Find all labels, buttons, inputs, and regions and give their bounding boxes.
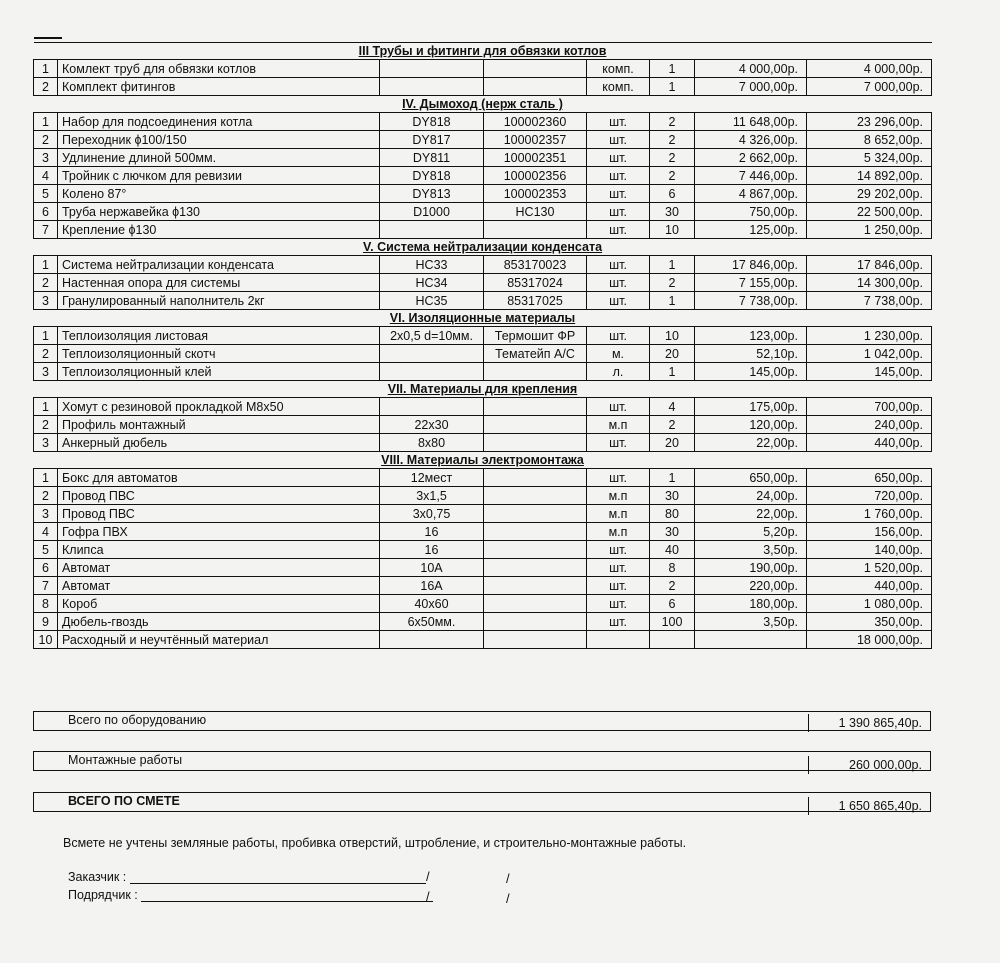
section-title: V. Система нейтрализации конденсата bbox=[362, 240, 603, 254]
item-code bbox=[484, 631, 587, 649]
item-unit: шт. bbox=[587, 256, 650, 274]
row-number: 4 bbox=[34, 167, 58, 185]
section-title: VII. Материалы для крепления bbox=[387, 382, 578, 396]
row-number: 3 bbox=[34, 363, 58, 381]
item-unit: м.п bbox=[587, 505, 650, 523]
item-model: 16 bbox=[380, 523, 484, 541]
estimate-table-body bbox=[34, 43, 932, 649]
item-name: Теплоизоляционный скотч bbox=[58, 345, 380, 363]
item-name: Клипса bbox=[58, 541, 380, 559]
table-row bbox=[34, 577, 932, 595]
item-sum: 1 520,00р. bbox=[807, 559, 932, 577]
table-row bbox=[34, 363, 932, 381]
item-sum: 140,00р. bbox=[807, 541, 932, 559]
table-row bbox=[34, 631, 932, 649]
item-name: Автомат bbox=[58, 577, 380, 595]
item-unit: шт. bbox=[587, 113, 650, 131]
item-code: 100002353 bbox=[484, 185, 587, 203]
item-model bbox=[380, 221, 484, 239]
table-row bbox=[34, 185, 932, 203]
item-unit: комп. bbox=[587, 78, 650, 96]
item-sum: 700,00р. bbox=[807, 398, 932, 416]
item-name: Гофра ПВХ bbox=[58, 523, 380, 541]
row-number: 2 bbox=[34, 345, 58, 363]
row-number: 7 bbox=[34, 577, 58, 595]
item-code bbox=[484, 60, 587, 78]
item-price: 145,00р. bbox=[695, 363, 807, 381]
item-name: Профиль монтажный bbox=[58, 416, 380, 434]
table-row bbox=[34, 416, 932, 434]
item-unit: шт. bbox=[587, 327, 650, 345]
row-number: 2 bbox=[34, 416, 58, 434]
section-header bbox=[34, 381, 932, 398]
installation-total-label: Монтажные работы bbox=[68, 753, 183, 767]
item-price: 7 000,00р. bbox=[695, 78, 807, 96]
top-mark bbox=[34, 37, 62, 39]
installation-total-value: 260 000,00р. bbox=[808, 756, 930, 774]
contractor-label: Подрядчик : bbox=[68, 888, 138, 902]
item-sum: 650,00р. bbox=[807, 469, 932, 487]
row-number: 1 bbox=[34, 469, 58, 487]
table-row bbox=[34, 398, 932, 416]
item-price: 180,00р. bbox=[695, 595, 807, 613]
section-title-cell bbox=[34, 43, 932, 60]
grand-total-box bbox=[33, 792, 931, 812]
item-code bbox=[484, 559, 587, 577]
item-name: Провод ПВС bbox=[58, 505, 380, 523]
item-unit: шт. bbox=[587, 274, 650, 292]
item-sum: 29 202,00р. bbox=[807, 185, 932, 203]
table-row bbox=[34, 469, 932, 487]
item-name: Крепление ϕ130 bbox=[58, 221, 380, 239]
item-price: 7 446,00р. bbox=[695, 167, 807, 185]
item-sum: 1 250,00р. bbox=[807, 221, 932, 239]
item-model: 16 bbox=[380, 541, 484, 559]
item-qty: 30 bbox=[650, 487, 695, 505]
item-price bbox=[695, 631, 807, 649]
item-qty: 80 bbox=[650, 505, 695, 523]
item-qty: 6 bbox=[650, 595, 695, 613]
item-unit: шт. bbox=[587, 185, 650, 203]
item-qty: 30 bbox=[650, 203, 695, 221]
table-row bbox=[34, 203, 932, 221]
table-row bbox=[34, 167, 932, 185]
table-row bbox=[34, 434, 932, 452]
item-qty: 1 bbox=[650, 256, 695, 274]
table-row bbox=[34, 487, 932, 505]
item-name: Система нейтрализации конденсата bbox=[58, 256, 380, 274]
item-sum: 1 042,00р. bbox=[807, 345, 932, 363]
item-name: Комлект труб для обвязки котлов bbox=[58, 60, 380, 78]
section-title: VI. Изоляционные материалы bbox=[389, 311, 576, 325]
row-number: 9 bbox=[34, 613, 58, 631]
item-code: 85317025 bbox=[484, 292, 587, 310]
item-name: Настенная опора для системы bbox=[58, 274, 380, 292]
item-model: 40х60 bbox=[380, 595, 484, 613]
item-model: D1000 bbox=[380, 203, 484, 221]
item-code bbox=[484, 595, 587, 613]
item-unit: м.п bbox=[587, 523, 650, 541]
item-sum: 1 760,00р. bbox=[807, 505, 932, 523]
item-code: 853170023 bbox=[484, 256, 587, 274]
item-model: HC34 bbox=[380, 274, 484, 292]
item-qty: 1 bbox=[650, 469, 695, 487]
item-sum: 22 500,00р. bbox=[807, 203, 932, 221]
row-number: 3 bbox=[34, 505, 58, 523]
item-qty: 4 bbox=[650, 398, 695, 416]
item-code: 85317024 bbox=[484, 274, 587, 292]
item-sum: 18 000,00р. bbox=[807, 631, 932, 649]
section-header bbox=[34, 452, 932, 469]
item-model bbox=[380, 363, 484, 381]
installation-total-box bbox=[33, 751, 931, 771]
table-row bbox=[34, 292, 932, 310]
item-model: 12мест bbox=[380, 469, 484, 487]
item-model: DY818 bbox=[380, 167, 484, 185]
table-row bbox=[34, 131, 932, 149]
row-number: 8 bbox=[34, 595, 58, 613]
item-name: Провод ПВС bbox=[58, 487, 380, 505]
item-code bbox=[484, 416, 587, 434]
item-code bbox=[484, 78, 587, 96]
item-model: DY811 bbox=[380, 149, 484, 167]
estimate-table-wrap bbox=[33, 42, 931, 649]
section-header bbox=[34, 96, 932, 113]
item-price: 120,00р. bbox=[695, 416, 807, 434]
item-price: 22,00р. bbox=[695, 434, 807, 452]
item-name: Переходник ϕ100/150 bbox=[58, 131, 380, 149]
table-row bbox=[34, 327, 932, 345]
section-title: III Трубы и фитинги для обвязки котлов bbox=[358, 44, 607, 58]
item-price: 4 326,00р. bbox=[695, 131, 807, 149]
customer-signature bbox=[68, 870, 426, 884]
row-number: 7 bbox=[34, 221, 58, 239]
contractor-signature-line[interactable] bbox=[141, 889, 433, 902]
item-model: 10А bbox=[380, 559, 484, 577]
item-qty: 1 bbox=[650, 60, 695, 78]
item-price: 123,00р. bbox=[695, 327, 807, 345]
item-model: 3х1,5 bbox=[380, 487, 484, 505]
item-qty: 2 bbox=[650, 113, 695, 131]
item-model: DY817 bbox=[380, 131, 484, 149]
section-title-cell bbox=[34, 381, 932, 398]
grand-total-label: ВСЕГО ПО СМЕТЕ bbox=[68, 794, 180, 808]
customer-label: Заказчик : bbox=[68, 870, 127, 884]
item-name: Колено 87° bbox=[58, 185, 380, 203]
equipment-total-value: 1 390 865,40р. bbox=[808, 714, 930, 732]
row-number: 4 bbox=[34, 523, 58, 541]
section-title: VIII. Материалы электромонтажа bbox=[381, 453, 584, 467]
item-qty: 2 bbox=[650, 274, 695, 292]
item-code: 100002360 bbox=[484, 113, 587, 131]
grand-total-value: 1 650 865,40р. bbox=[808, 797, 930, 815]
item-model: 6х50мм. bbox=[380, 613, 484, 631]
item-model bbox=[380, 398, 484, 416]
item-unit: шт. bbox=[587, 149, 650, 167]
item-unit: шт. bbox=[587, 613, 650, 631]
item-code: Тематейп А/С bbox=[484, 345, 587, 363]
item-name: Автомат bbox=[58, 559, 380, 577]
item-price: 3,50р. bbox=[695, 541, 807, 559]
table-row bbox=[34, 113, 932, 131]
item-code: HC130 bbox=[484, 203, 587, 221]
table-row bbox=[34, 256, 932, 274]
item-code bbox=[484, 541, 587, 559]
item-qty: 10 bbox=[650, 221, 695, 239]
item-name: Расходный и неучтённый материал bbox=[58, 631, 380, 649]
row-number: 1 bbox=[34, 113, 58, 131]
table-row bbox=[34, 78, 932, 96]
row-number: 3 bbox=[34, 434, 58, 452]
item-unit: л. bbox=[587, 363, 650, 381]
table-row bbox=[34, 613, 932, 631]
item-sum: 1 230,00р. bbox=[807, 327, 932, 345]
item-qty: 20 bbox=[650, 434, 695, 452]
item-qty: 2 bbox=[650, 131, 695, 149]
item-unit: шт. bbox=[587, 469, 650, 487]
contractor-slash-2: / bbox=[506, 891, 510, 906]
item-sum: 7 000,00р. bbox=[807, 78, 932, 96]
item-name: Комплект фитингов bbox=[58, 78, 380, 96]
item-unit: комп. bbox=[587, 60, 650, 78]
item-name: Труба нержавейка ϕ130 bbox=[58, 203, 380, 221]
item-price: 24,00р. bbox=[695, 487, 807, 505]
item-unit: шт. bbox=[587, 577, 650, 595]
equipment-total-label: Всего по оборудованию bbox=[68, 713, 207, 727]
row-number: 2 bbox=[34, 131, 58, 149]
item-code bbox=[484, 221, 587, 239]
item-sum: 17 846,00р. bbox=[807, 256, 932, 274]
item-sum: 240,00р. bbox=[807, 416, 932, 434]
table-row bbox=[34, 274, 932, 292]
section-title-cell bbox=[34, 452, 932, 469]
table-row bbox=[34, 523, 932, 541]
item-name: Дюбель-гвоздь bbox=[58, 613, 380, 631]
row-number: 2 bbox=[34, 274, 58, 292]
item-unit: шт. bbox=[587, 398, 650, 416]
item-unit: шт. bbox=[587, 541, 650, 559]
item-code bbox=[484, 523, 587, 541]
item-sum: 720,00р. bbox=[807, 487, 932, 505]
item-qty: 20 bbox=[650, 345, 695, 363]
table-row bbox=[34, 221, 932, 239]
item-qty: 8 bbox=[650, 559, 695, 577]
equipment-total-box bbox=[33, 711, 931, 731]
row-number: 2 bbox=[34, 78, 58, 96]
item-sum: 14 300,00р. bbox=[807, 274, 932, 292]
row-number: 1 bbox=[34, 327, 58, 345]
item-model: HC35 bbox=[380, 292, 484, 310]
item-name: Теплоизоляционный клей bbox=[58, 363, 380, 381]
row-number: 6 bbox=[34, 203, 58, 221]
item-name: Набор для подсоединения котла bbox=[58, 113, 380, 131]
table-row bbox=[34, 149, 932, 167]
item-code bbox=[484, 469, 587, 487]
row-number: 3 bbox=[34, 292, 58, 310]
item-sum: 14 892,00р. bbox=[807, 167, 932, 185]
table-row bbox=[34, 60, 932, 78]
item-qty: 2 bbox=[650, 577, 695, 595]
item-model: 16А bbox=[380, 577, 484, 595]
item-code: 100002357 bbox=[484, 131, 587, 149]
item-name: Бокс для автоматов bbox=[58, 469, 380, 487]
item-price: 650,00р. bbox=[695, 469, 807, 487]
item-code bbox=[484, 577, 587, 595]
item-code bbox=[484, 434, 587, 452]
item-unit: м.п bbox=[587, 487, 650, 505]
item-code bbox=[484, 487, 587, 505]
item-sum: 1 080,00р. bbox=[807, 595, 932, 613]
item-unit: шт. bbox=[587, 434, 650, 452]
item-price: 4 867,00р. bbox=[695, 185, 807, 203]
row-number: 1 bbox=[34, 398, 58, 416]
customer-signature-line[interactable] bbox=[130, 871, 426, 884]
item-name: Удлинение длиной 500мм. bbox=[58, 149, 380, 167]
item-qty: 1 bbox=[650, 363, 695, 381]
item-model: 22х30 bbox=[380, 416, 484, 434]
item-model: 2х0,5 d=10мм. bbox=[380, 327, 484, 345]
item-name: Тройник с лючком для ревизии bbox=[58, 167, 380, 185]
item-price: 7 155,00р. bbox=[695, 274, 807, 292]
item-price: 11 648,00р. bbox=[695, 113, 807, 131]
item-sum: 5 324,00р. bbox=[807, 149, 932, 167]
customer-slash-1: / bbox=[426, 869, 430, 884]
item-unit: шт. bbox=[587, 131, 650, 149]
item-sum: 156,00р. bbox=[807, 523, 932, 541]
item-code bbox=[484, 505, 587, 523]
row-number: 3 bbox=[34, 149, 58, 167]
item-model: DY813 bbox=[380, 185, 484, 203]
item-qty: 2 bbox=[650, 416, 695, 434]
item-code bbox=[484, 613, 587, 631]
section-header bbox=[34, 239, 932, 256]
item-code: 100002356 bbox=[484, 167, 587, 185]
section-header bbox=[34, 310, 932, 327]
item-model bbox=[380, 78, 484, 96]
item-sum: 440,00р. bbox=[807, 577, 932, 595]
item-price: 4 000,00р. bbox=[695, 60, 807, 78]
item-unit: шт. bbox=[587, 167, 650, 185]
item-price: 220,00р. bbox=[695, 577, 807, 595]
item-name: Короб bbox=[58, 595, 380, 613]
item-price: 52,10р. bbox=[695, 345, 807, 363]
item-qty: 1 bbox=[650, 78, 695, 96]
item-code: Термошит ФР bbox=[484, 327, 587, 345]
table-row bbox=[34, 541, 932, 559]
row-number: 10 bbox=[34, 631, 58, 649]
item-qty: 2 bbox=[650, 149, 695, 167]
item-unit: шт. bbox=[587, 292, 650, 310]
item-code: 100002351 bbox=[484, 149, 587, 167]
item-model: HC33 bbox=[380, 256, 484, 274]
item-unit bbox=[587, 631, 650, 649]
item-name: Теплоизоляция листовая bbox=[58, 327, 380, 345]
item-model bbox=[380, 345, 484, 363]
table-row bbox=[34, 505, 932, 523]
item-name: Гранулированный наполнитель 2кг bbox=[58, 292, 380, 310]
item-unit: м.п bbox=[587, 416, 650, 434]
row-number: 5 bbox=[34, 185, 58, 203]
item-qty: 1 bbox=[650, 292, 695, 310]
section-title-cell bbox=[34, 239, 932, 256]
item-code bbox=[484, 363, 587, 381]
item-sum: 145,00р. bbox=[807, 363, 932, 381]
item-model bbox=[380, 60, 484, 78]
item-price: 190,00р. bbox=[695, 559, 807, 577]
item-sum: 440,00р. bbox=[807, 434, 932, 452]
item-price: 3,50р. bbox=[695, 613, 807, 631]
item-unit: шт. bbox=[587, 203, 650, 221]
contractor-slash-1: / bbox=[426, 889, 430, 904]
item-model bbox=[380, 631, 484, 649]
item-unit: шт. bbox=[587, 221, 650, 239]
row-number: 1 bbox=[34, 60, 58, 78]
item-model: DY818 bbox=[380, 113, 484, 131]
item-unit: м. bbox=[587, 345, 650, 363]
item-price: 22,00р. bbox=[695, 505, 807, 523]
item-sum: 23 296,00р. bbox=[807, 113, 932, 131]
item-unit: шт. bbox=[587, 595, 650, 613]
item-model: 3х0,75 bbox=[380, 505, 484, 523]
item-price: 5,20р. bbox=[695, 523, 807, 541]
item-qty: 2 bbox=[650, 167, 695, 185]
customer-slash-2: / bbox=[506, 871, 510, 886]
row-number: 5 bbox=[34, 541, 58, 559]
row-number: 6 bbox=[34, 559, 58, 577]
item-sum: 7 738,00р. bbox=[807, 292, 932, 310]
row-number: 1 bbox=[34, 256, 58, 274]
section-title-cell bbox=[34, 310, 932, 327]
item-name: Анкерный дюбель bbox=[58, 434, 380, 452]
item-qty: 30 bbox=[650, 523, 695, 541]
item-price: 2 662,00р. bbox=[695, 149, 807, 167]
item-price: 750,00р. bbox=[695, 203, 807, 221]
item-model: 8х80 bbox=[380, 434, 484, 452]
estimate-table bbox=[33, 42, 932, 649]
table-row bbox=[34, 345, 932, 363]
item-sum: 4 000,00р. bbox=[807, 60, 932, 78]
section-title: IV. Дымоход (нерж сталь ) bbox=[402, 97, 563, 111]
item-sum: 8 652,00р. bbox=[807, 131, 932, 149]
item-price: 17 846,00р. bbox=[695, 256, 807, 274]
item-sum: 350,00р. bbox=[807, 613, 932, 631]
item-qty: 40 bbox=[650, 541, 695, 559]
item-price: 7 738,00р. bbox=[695, 292, 807, 310]
item-qty bbox=[650, 631, 695, 649]
item-unit: шт. bbox=[587, 559, 650, 577]
item-qty: 10 bbox=[650, 327, 695, 345]
contractor-signature bbox=[68, 888, 433, 902]
estimate-note: Всмете не учтены земляные работы, пробивка отверстий, штробление, и строительно-монтажные работы. bbox=[63, 836, 687, 850]
item-qty: 100 bbox=[650, 613, 695, 631]
section-title-cell bbox=[34, 96, 932, 113]
item-price: 125,00р. bbox=[695, 221, 807, 239]
item-code bbox=[484, 398, 587, 416]
item-name: Хомут с резиновой прокладкой М8х50 bbox=[58, 398, 380, 416]
row-number: 2 bbox=[34, 487, 58, 505]
table-row bbox=[34, 595, 932, 613]
table-row bbox=[34, 559, 932, 577]
item-price: 175,00р. bbox=[695, 398, 807, 416]
item-qty: 6 bbox=[650, 185, 695, 203]
section-header bbox=[34, 43, 932, 60]
